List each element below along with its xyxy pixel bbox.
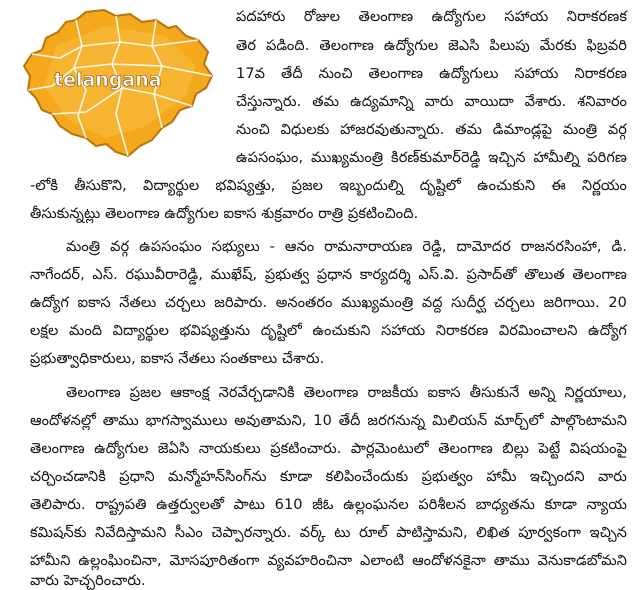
paragraph-line: ప్రభుత్వాధికారులు, ఐకాస నేతలు సంతకాలు చేశారు. <box>30 351 325 367</box>
paragraph-line: లక్షల మంది విద్యార్థుల భవిష్యత్తును దృష్టిలో ఉంచుకుని సహాయ నిరాకరణ విరమించాలని ఉద్యోగ <box>30 323 627 339</box>
paragraph-line: వారు హెచ్చరించారు. <box>30 573 146 589</box>
paragraph-line: ఆందోళనల్లో తాము భాగస్వాములు అవుతామని, 10 తేదీ జరగనున్న మిలియన్ మార్చ్‌లో పాల్గొంటామని <box>30 413 627 429</box>
paragraph-line: తెర పడింది. తెలంగాణ ఉద్యోగుల జెఎసి పిలుపు మేరకు ఫిబ్రవరి <box>236 38 627 54</box>
paragraph-line: ఉపసంఘం, ముఖ్యమంత్రి కిరణ్‌కుమార్‌రెడ్డి ఇచ్చిన హామీల్ని పరిగణ <box>236 150 627 166</box>
telangana-map-image <box>16 6 222 162</box>
paragraph-line: చర్చించడానికి ప్రధాని మన్మోహన్‌సింగ్‌ను కూడా కలిపించేందుకు ప్రభుత్వం హామీ ఇచ్చిందని వారు <box>30 469 627 485</box>
paragraph-line: మంత్రి వర్గ ఉపసంఘం సభ్యులు - ఆనం రామనారాయణ రెడ్డి, దామోదర రాజనరసింహా, డి. <box>66 239 627 255</box>
paragraph-line: తీసుకున్నట్లు తెలంగాణ ఉద్యోగుల ఐకాస శుక్రవారం రాత్రి ప్రకటించింది. <box>30 206 419 222</box>
paragraph-line: 17వ తేదీ నుంచి తెలంగాణ ఉద్యోగులు సహాయ నిరాకరణ <box>236 66 627 82</box>
paragraph-line: తెలిపారు. రాష్ట్రపతి ఉత్తర్వులతో పాటు 610 జీఓ ఉల్లంఘనల పరిశీలన బాధ్యతను కూడా న్యాయ <box>30 497 627 513</box>
paragraph-line: పదహారు రోజుల తెలంగాణ ఉద్యోగుల సహాయ నిరాకరణక <box>236 9 627 25</box>
paragraph-line: చేస్తున్నారు. తమ ఉద్యమాన్ని వారు వాయిదా వేశారు. శనివారం <box>236 94 627 110</box>
paragraph-line: కమిషన్‌కు నివేదిస్తామని సీఎం చెప్పారన్నారు. వర్క్ టు రూల్ పాటిస్తామని, లిఖిత పూర్వకంగా ఇచ్చిన <box>30 525 627 541</box>
paragraph-line: తెలంగాణ ఉద్యోగుల జెఏసి నాయకులు ప్రకటించారు. పార్లమెంటులో తెలంగాణ బిల్లు పెట్టే విషయంపై <box>30 441 627 457</box>
paragraph-line: నుంచి విధులకు హాజరవుతున్నారు. తమ డిమాండ్లపై మంత్రి వర్గ <box>236 122 627 138</box>
paragraph-line: హామీని ఉల్లంఘించినా, మోసపూరితంగా వ్యవహరించినా ఎలాంటి ఆందోళనకైనా తాము వెనుకాడబోమని <box>30 553 627 569</box>
paragraph-line: తెలంగాణ ప్రజల ఆకాంక్ష నెరవేర్చడానికి తెలంగాణ రాజకీయ ఐకాస తీసుకునే అన్ని నిర్ణయాలు, <box>66 385 627 401</box>
paragraph-line: -లోకి తీసుకొని, విద్యార్థుల భవిష్యత్తు, ప్రజల ఇబ్బందుల్ని దృష్టిలో ఉంచుకుని ఈ నిర్ణయం <box>30 178 627 194</box>
paragraph-line: ఉద్యోగ ఐకాస నేతలు చర్చలు జరిపారు. అనంతరం ముఖ్యమంత్రి వద్ద సుదీర్ఘ చర్చలు జరిగాయి. 20 <box>30 295 627 311</box>
telangana-map-label: telangana <box>54 69 162 91</box>
paragraph-line: నాగేందర్, ఎస్. రఘువీరారెడ్డి, ముఖేష్, ప్రభుత్వ ప్రధాన కార్యదర్శి ఎస్.వి. ప్రసాద్‌తో తొలుత తెలంగాణ <box>30 267 627 283</box>
